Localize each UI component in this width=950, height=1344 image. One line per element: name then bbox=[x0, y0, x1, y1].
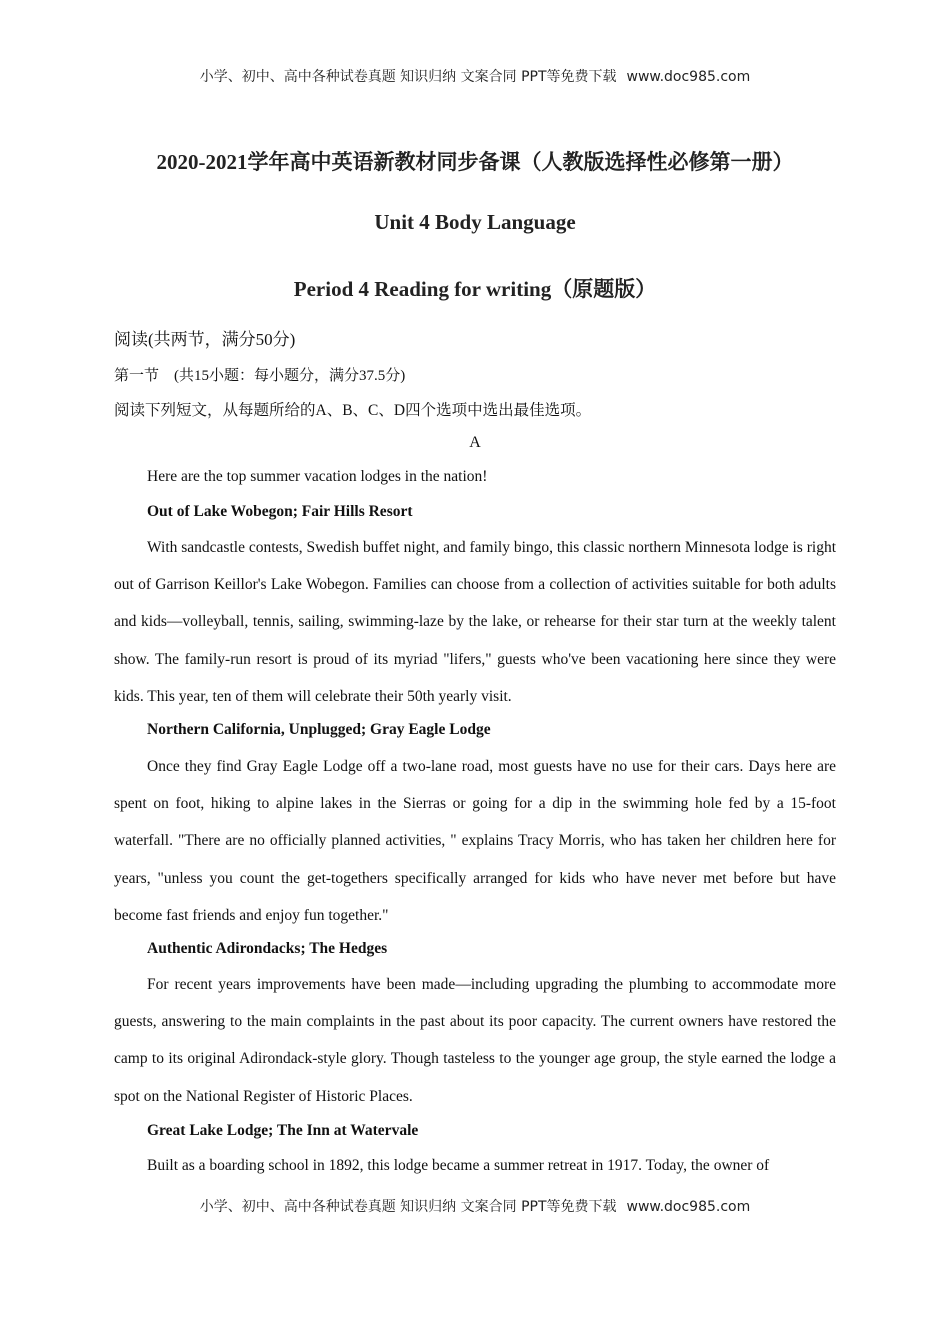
unit-title: Unit 4 Body Language bbox=[374, 210, 576, 234]
paragraph: For recent years improvements have been made—including upgrading the plumbing to accommodate more guests, answering to the main complaints in the past about its poor capacity. The current owners have restored the camp to its original Adirondack-style glory. Though tasteless to the younger age group, the style earned the lodge a spot on the National Register of Historic Places. bbox=[114, 976, 836, 1105]
part-one-label: 第一节 (共15小题：每小题分，满分37.5分) bbox=[114, 368, 406, 384]
passage-intro: Here are the top summer vacation lodges in the nation! bbox=[147, 468, 488, 485]
period-title: Period 4 Reading for writing（原题版） bbox=[293, 277, 657, 301]
lodge-heading-1: Out of Lake Wobegon; Fair Hills Resort bbox=[147, 503, 413, 520]
paragraph: With sandcastle contests, Swedish buffet night, and family bingo, this classic northern Minnesota lodge is right out of Garrison Keillor's Lake Wobegon. Families can choose from a collection of activities suitable for both adults and kids—volleyball, tennis, sailing, swimming-laze by the lake, or rehearse for their star turn at the weekly talent show. The family-run resort is proud of its myriad "lifers," guests who've been vacationing here since they were kids. This year, ten of them will celebrate their 50th yearly visit. bbox=[114, 539, 836, 705]
lodge-heading-4: Great Lake Lodge; The Inn at Watervale bbox=[147, 1122, 419, 1139]
lodge-heading-3: Authentic Adirondacks; The Hedges bbox=[147, 940, 388, 957]
lodge-heading-2: Northern California, Unplugged; Gray Eagle Lodge bbox=[147, 721, 491, 738]
header-text: 小学、初中、高中各种试卷真题 知识归纳 文案合同 PPT等免费下载 bbox=[199, 69, 617, 85]
lodge-text-1 bbox=[114, 529, 836, 715]
header-url[interactable]: www.doc985.com bbox=[626, 69, 751, 85]
paragraph: Once they find Gray Eagle Lodge off a two-lane road, most guests have no use for their cars. Days here are spent on foot, hiking to alpine lakes in the Sierras or going for a dip in the swimming hole fed by a 15-foot waterfall. "There are no officially planned activities, " explains Tracy Morris, who has taken her children here for years, "unless you count the get-togethers specifically arranged for kids who have never met before but have become fast friends and enjoy fun together." bbox=[114, 758, 836, 924]
passage-letter: A bbox=[469, 434, 481, 451]
paragraph: Built as a boarding school in 1892, this lodge became a summer retreat in 1917. Today, the owner of bbox=[147, 1157, 770, 1174]
lodge-text-2 bbox=[114, 748, 836, 934]
page-footer bbox=[0, 1196, 950, 1216]
instruction-text: 阅读下列短文，从每题所给的A、B、C、D四个选项中选出最佳选项。 bbox=[114, 402, 592, 419]
main-title: 2020-2021学年高中英语新教材同步备课（人教版选择性必修第一册） bbox=[156, 150, 794, 174]
lodge-text-3 bbox=[114, 966, 836, 1115]
footer-text: 小学、初中、高中各种试卷真题 知识归纳 文案合同 PPT等免费下载 bbox=[199, 1199, 617, 1215]
page-header bbox=[0, 66, 950, 86]
section-label: 阅读(共两节，满分50分) bbox=[114, 330, 296, 349]
lodge-text-4 bbox=[114, 1147, 836, 1184]
footer-url[interactable]: www.doc985.com bbox=[626, 1199, 751, 1215]
